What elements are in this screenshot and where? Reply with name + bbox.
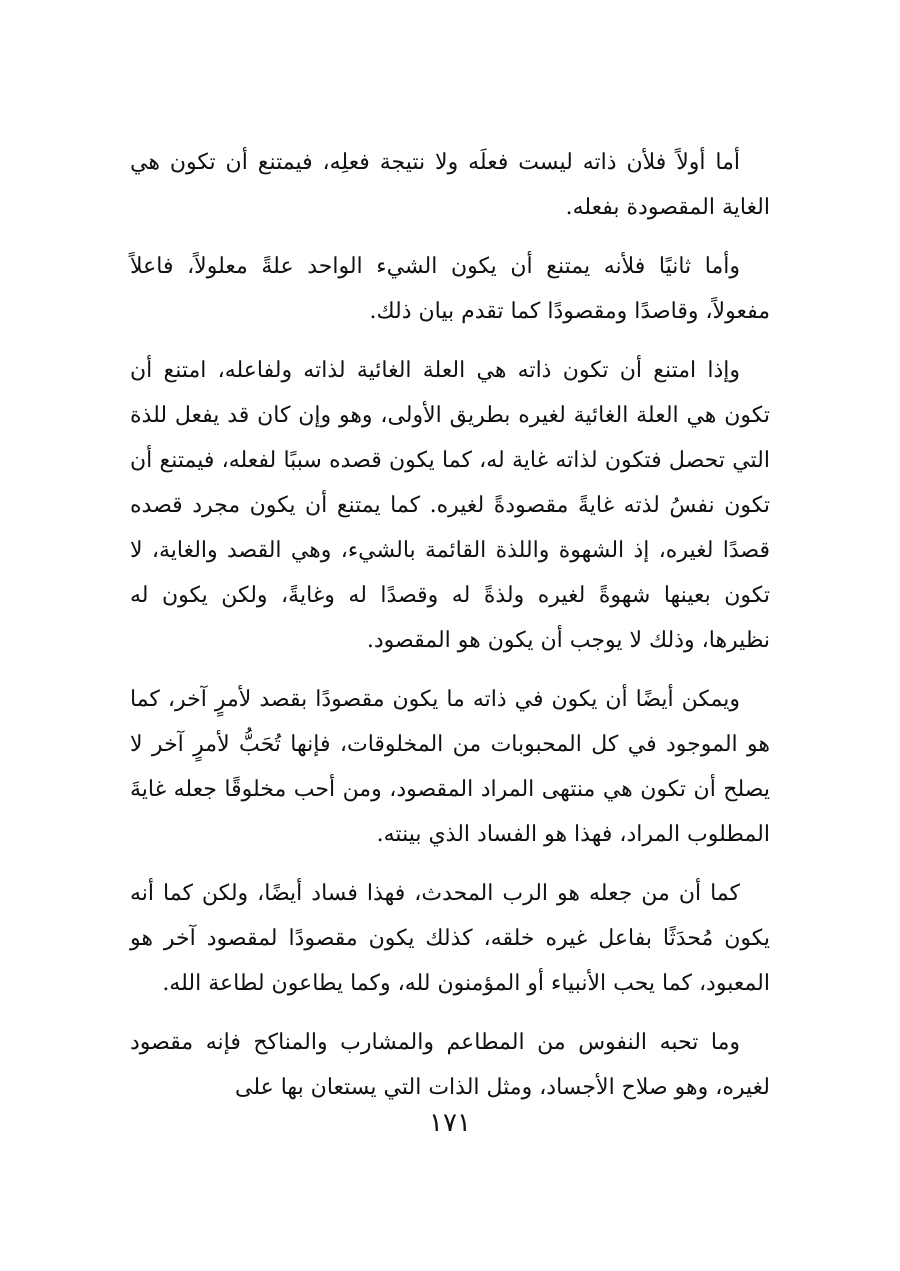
paragraph-2: وأما ثانيًا فلأنه يمتنع أن يكون الشيء الواحد علةً معلولاً، فاعلاً مفعولاً، وقاصدًا ومقصودًا كما تقدم بيان ذلك. [130,254,770,324]
paragraph-3: وإذا امتنع أن تكون ذاته هي العلة الغائية لذاته ولفاعله، امتنع أن تكون هي العلة الغائية لغيره بطريق الأولى، وهو وإن كان قد يفعل للذة التي تحصل فتكون لذاته غاية له، كما يكون قصده سببًا لفعله، فيمتنع أن تكون نفسُ لذته غايةً مقصودةً لغيره. كما يمتنع أن يكون مجرد قصده قصدًا لغيره، إذ الشهوة واللذة القائمة بالشيء، وهي القصد والغاية، لا تكون بعينها شهوةً لغيره ولذةً له وقصدًا له وغايةً، ولكن يكون له نظيرها، وذلك لا يوجب أن يكون هو المقصود. [130,358,770,653]
paragraph-5: كما أن من جعله هو الرب المحدث، فهذا فساد أيضًا، ولكن كما أنه يكون مُحدَثًا بفاعل غيره خلقه، كذلك يكون مقصودًا لمقصود آخر هو المعبود، كما يحب الأنبياء أو المؤمنون لله، وكما يطاعون لطاعة الله. [130,881,770,996]
page-number: ١٧١ [429,1108,471,1138]
page-body [130,140,770,1124]
paragraph-4: ويمكن أيضًا أن يكون في ذاته ما يكون مقصودًا بقصد لأمرٍ آخر، كما هو الموجود في كل المحبوبات من المخلوقات، فإنها تُحَبُّ لأمرٍ آخر لا يصلح أن تكون هي منتهى المراد المقصود، ومن أحب مخلوقًا جعله غايةَ المطلوب المراد، فهذا هو الفساد الذي بينته. [130,687,770,847]
paragraph-1: أما أولاً فلأن ذاته ليست فعلَه ولا نتيجة فعلِه، فيمتنع أن تكون هي الغاية المقصودة بفعله. [130,150,770,220]
paragraph-6: وما تحبه النفوس من المطاعم والمشارب والمناكح فإنه مقصود لغيره، وهو صلاح الأجساد، ومثل الذات التي يستعان بها على [130,1030,770,1100]
